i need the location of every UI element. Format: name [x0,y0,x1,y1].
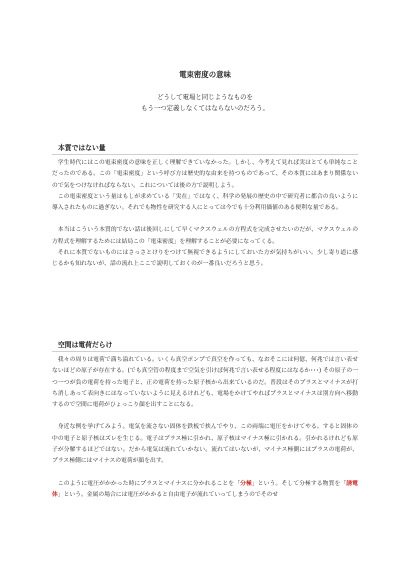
section-divider [52,154,358,155]
paragraph: それに本質でないものにはさっさとけりをつけて無視できるようにしておいた方が気持ちがいい。少し寄り道に感じるかも知れないが、話の流れ上ここで説明しておくのが一番良いだろうと思う。 [52,250,358,268]
page-title: 電束密度の意味 [179,70,231,79]
paragraph [52,479,358,502]
subtitle-line: どうして電場と同じようなものを [157,93,253,101]
text-run: 」という。そして分極する物質を「 [251,480,347,487]
paragraph: 本当はこういう本質的でない話は後回しにして早くマクスウェルの方程式を完成させたいのだが、マクスウェルの方程式を理解するためには結局この「電束密度」を理解することが必要になってくる。 [52,227,358,245]
term-polarization: 分極 [240,480,252,487]
paragraph: この電束密度という量はもしが求めている「実在」ではなく、科学の発展の歴史の中で研究者に都合の良いように導入されたものに過ぎない。それでも物性を研究する人にとっては今でも十分利用価値のある便利な量である。 [52,193,358,212]
section-body [52,355,358,501]
paragraph: 身近な例を挙げてみよう。電気を流さない固体を鉄板で挟んでやり、この両端に電圧をかけてやる。すると固体の中の電子と原子核はズレを生じる。電子はプラス極に引かれ、原子核はマイナス極に引かれる。引かれるけれども原子が分解するほどではない。だから電気は流れていかない。流れてはいないが、マイナス極側にはプラスの電荷が、プラス極側にはマイナスの電荷が顔を出す。 [52,424,358,465]
page-subtitle [0,92,410,113]
text-run: このように電圧がかかった時にプラスとマイナスに分かれることを「 [57,480,241,487]
section-divider [52,351,358,352]
term-dielectric: 誘電体 [52,480,358,498]
paragraph: 学生時代にはこの電束密度の意味を正しく理解できていなかった。しかし、今考えて見れば実はとても単純なことだったのである。この「電束密度」という呼び方は歴史的な由来を持つものであって、その本質にはあまり関係ないので気をつけなければならない。これについては後の方で説明しよう。 [52,160,358,189]
subtitle-line: もう一つ定義しなくてはならないのだろう。 [141,103,269,112]
paragraph: 我々の周りは電荷で満ち溢れている。いくら真空ポンプで真空を作っても、なおそこには何億、何兆では言い表せないほどの原子が存在する。(でも真空管の程度まで空気を引けば何兆で言い表せる程度にはなるか･･･) その原子の一つ一つが負の電荷を持った電子と、正の電荷を持った原子核から出来ているのだ。普段はそのプラスとマイナスが打ち消しあって表向きにはなっていないように見えるけれども、電場をかけてやればプラスとマイナスは別方向へ移動するので空間に電荷がひょっこり顔を出すことになる。 [52,357,358,409]
section-body [52,158,358,271]
text-run: 」という。金属の場合には電圧がかかると自由電子が流れていってしまうのでそのせ [57,491,279,498]
section-heading: 本質ではない量 [58,144,106,152]
section-heading: 空間は電荷だらけ [58,341,113,349]
